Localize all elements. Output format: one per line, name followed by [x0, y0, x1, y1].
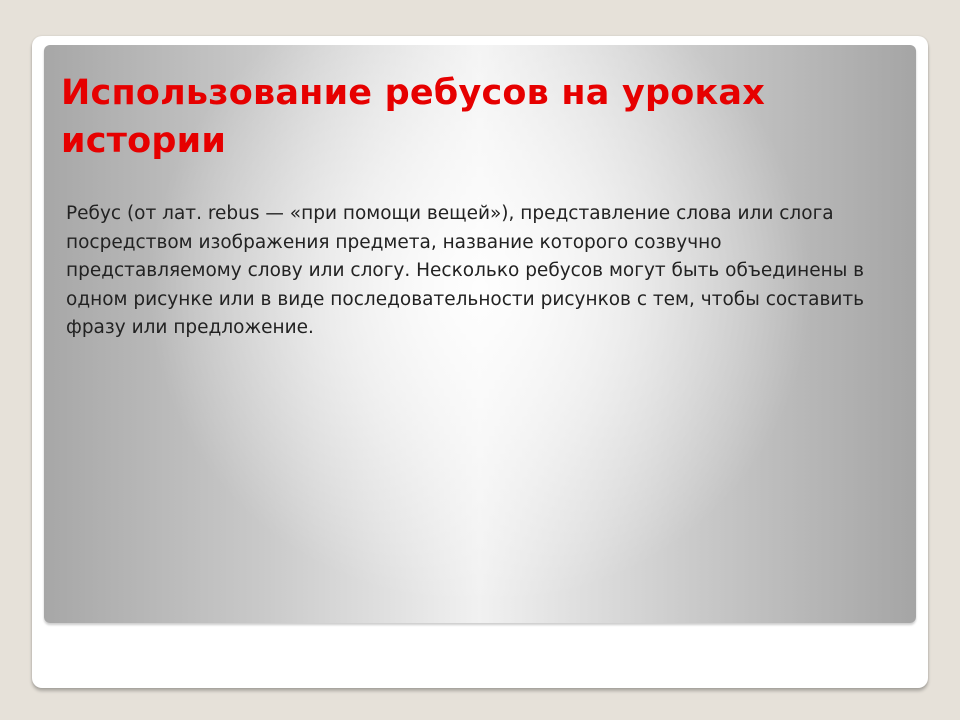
slide-body-text: Ребус (от лат. rebus — «при помощи вещей»), представление слова или слога посредством изображения предмета, название которого созвучно представляемому слову или слогу. Несколько ребусов могут быть объединены в одном рисунке или в виде последовательности рисунков с тем, чтобы составить фразу или предложение.	[66, 203, 865, 338]
slide-content-panel	[44, 45, 916, 623]
slide-title: Использование ребусов на уроках истории	[61, 73, 766, 161]
